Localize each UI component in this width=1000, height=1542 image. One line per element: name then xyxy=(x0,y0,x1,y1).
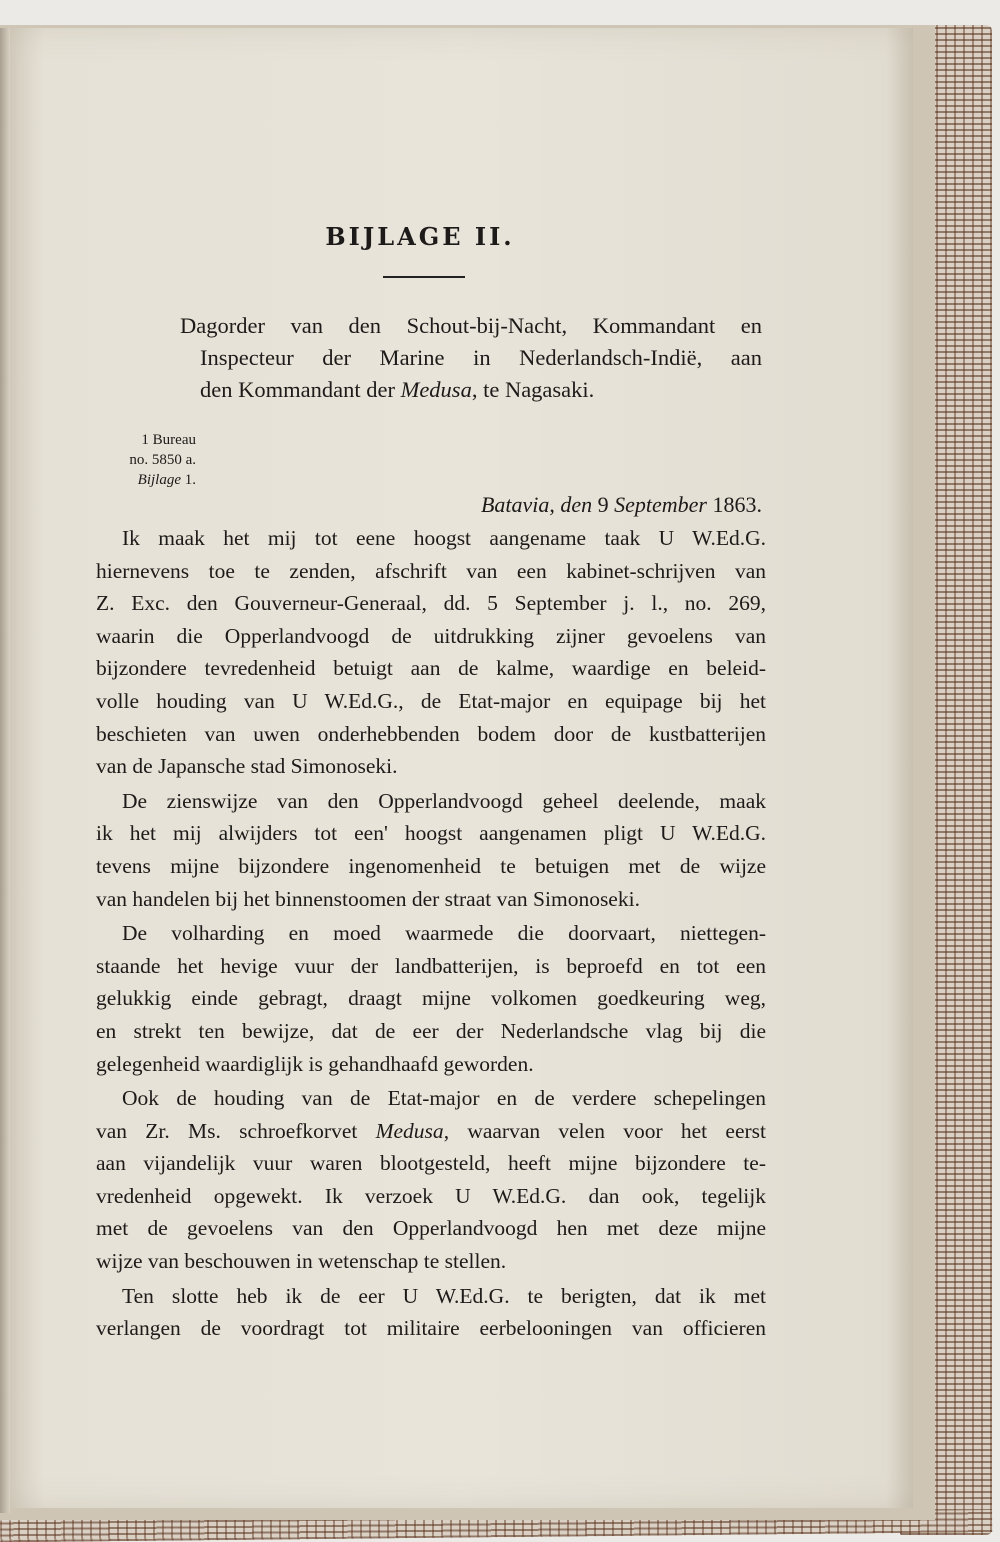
paragraph xyxy=(96,1082,766,1278)
dateline-sep: , xyxy=(549,492,561,517)
text-line: Ook de houding van de Etat-major en de verdere schepelingen xyxy=(122,1086,766,1111)
text-line: De zienswijze van den Opperlandvoogd geheel deelende, maak xyxy=(122,788,766,813)
text-line: gelegenheid waardiglijk is gehandhaafd geworden. xyxy=(96,1051,534,1076)
heading-text: den Kommandant der xyxy=(200,377,401,402)
text-line: verlangen de voordragt tot militaire eerbelooningen van officieren xyxy=(96,1316,766,1341)
heading-text: , te Nagasaki. xyxy=(471,377,595,402)
text-line: Z. Exc. den Gouverneur-Generaal, dd. 5 September j. l., no. 269, xyxy=(96,591,766,616)
text-line: waarin die Opperlandvoogd de uitdrukking zijner gevoelens van xyxy=(96,623,766,648)
text-line: tevens mijne bijzondere ingenomenheid te betuigen met de wijze xyxy=(96,853,766,878)
text-line: vredenheid opgewekt. Ik verzoek U W.Ed.G. dan ook, tegelijk xyxy=(96,1183,766,1208)
text-line: hiernevens toe te zenden, afschrift van een kabinet-schrijven van xyxy=(96,558,766,583)
title-rule xyxy=(383,276,465,278)
ship-name: Medusa xyxy=(375,1118,444,1143)
text-line: aan vijandelijk vuur waren blootgesteld, heeft mijne bijzondere te- xyxy=(96,1151,766,1176)
text-line: van handelen bij het binnenstoomen der straat van Simonoseki. xyxy=(96,886,640,911)
margin-note-bijlage-label: Bijlage xyxy=(137,472,181,488)
text-line: van de Japansche stad Simonoseki. xyxy=(96,754,398,779)
text-line: ik het mij alwijders tot een' hoogst aangenamen pligt U W.Ed.G. xyxy=(96,821,766,846)
text-line: staande het hevige vuur der landbatterijen, is beproefd en tot een xyxy=(96,953,766,978)
paragraph xyxy=(96,785,766,915)
paragraph xyxy=(96,1280,766,1345)
text-line xyxy=(96,1115,766,1148)
ship-name: Medusa xyxy=(400,377,472,402)
text-line: bijzondere tevredenheid betuigt aan de kalme, waardige en beleid- xyxy=(96,656,766,681)
text-span: van Zr. Ms. schroefkorvet xyxy=(96,1118,376,1143)
heading-line: Dagorder van den Schout-bij-Nacht, Kommandant en xyxy=(180,313,762,338)
text-line: wijze van beschouwen in wetenschap te stellen. xyxy=(96,1249,507,1274)
margin-note-bureau: 1 Bureau xyxy=(141,432,196,448)
margin-note xyxy=(100,430,196,490)
text-line: en strekt ten bewijze, dat de eer der Nederlandsche vlag bij die xyxy=(96,1018,766,1043)
dateline-day: 9 xyxy=(592,492,615,517)
text-line: Ik maak het mij tot eene hoogst aangename taak U W.Ed.G. xyxy=(122,526,766,550)
dateline-year: 1863. xyxy=(707,492,762,517)
dateline-den: den xyxy=(560,492,593,517)
dateline-place: Batavia xyxy=(480,492,550,517)
text-span: , waarvan velen voor het eerst xyxy=(443,1118,766,1143)
margin-note-bijlage xyxy=(100,470,196,490)
text-line: met de gevoelens van den Opperlandvoogd hen met deze mijne xyxy=(96,1216,766,1241)
body-text xyxy=(96,522,766,1347)
text-line: Ten slotte heb ik de eer U W.Ed.G. te berigten, dat ik met xyxy=(122,1283,766,1308)
dateline-month: September xyxy=(614,492,707,517)
document-heading xyxy=(180,310,762,406)
heading-line xyxy=(180,374,762,406)
heading-line: Inspecteur der Marine in Nederlandsch-Indië, aan xyxy=(200,345,762,370)
margin-note-bijlage-num: 1. xyxy=(181,472,196,488)
text-line: De volharding en moed waarmede die doorvaart, niettegen- xyxy=(122,921,766,946)
dateline xyxy=(481,492,762,518)
text-line: gelukkig einde gebragt, draagt mijne volkomen goedkeuring weg, xyxy=(96,986,766,1011)
appendix-title: BIJLAGE II. xyxy=(325,222,515,251)
text-line: beschieten van uwen onderhebbenden bodem door de kustbatterijen xyxy=(96,721,766,746)
paragraph xyxy=(96,522,766,783)
paragraph xyxy=(96,917,766,1080)
margin-note-number: no. 5850 a. xyxy=(129,452,196,468)
text-line: volle houding van U W.Ed.G., de Etat-major en equipage bij het xyxy=(96,688,766,713)
